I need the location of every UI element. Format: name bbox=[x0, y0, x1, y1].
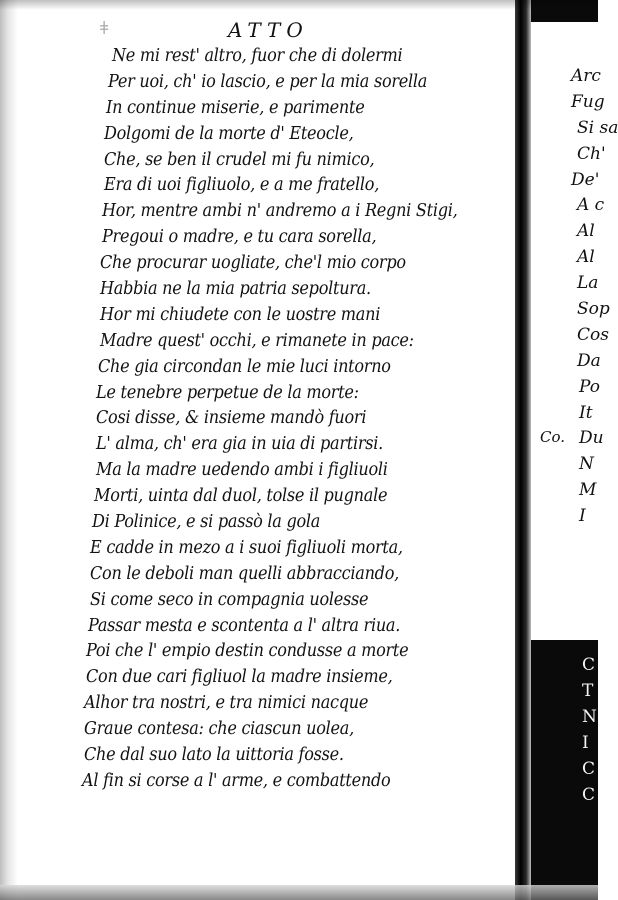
facing-line-fragment: Ch' bbox=[577, 143, 606, 164]
facing-bottom-fragment: C bbox=[582, 785, 596, 805]
verse-line: Dolgomi de la morte d' Eteocle, bbox=[104, 123, 354, 144]
facing-line-fragment: Arc bbox=[571, 66, 601, 86]
facing-line-fragment: N bbox=[579, 454, 594, 475]
verse-line: Si come seco in compagnia uolesse bbox=[90, 589, 369, 610]
speaker-abbreviation: Co. bbox=[540, 428, 566, 446]
facing-line-fragment: Si sa bbox=[577, 117, 618, 138]
verse-line: Che gia circondan le mie luci intorno bbox=[98, 356, 391, 377]
facing-line-fragment: Al bbox=[577, 221, 595, 242]
verse-line: Madre quest' occhi, e rimanete in pace: bbox=[100, 330, 414, 351]
verse-line: Con le deboli man quelli abbracciando, bbox=[90, 563, 399, 584]
facing-bottom-fragment: T bbox=[582, 681, 594, 701]
verse-line: Che dal suo lato la uittoria fosse. bbox=[84, 745, 344, 766]
facing-line-fragment: M bbox=[579, 480, 597, 501]
verse-line: Con due cari figliuol la madre insieme, bbox=[86, 667, 393, 688]
facing-bottom-fragment: I bbox=[582, 733, 589, 753]
verse-line: Ne mi rest' altro, fuor che di dolermi bbox=[112, 46, 403, 66]
facing-line-fragment: Cos bbox=[577, 324, 609, 345]
verse-line: In continue miserie, e parimente bbox=[106, 97, 365, 118]
facing-line-fragment: A c bbox=[577, 195, 605, 216]
scan-top-shadow bbox=[0, 0, 598, 10]
verse-line: Ma la madre uedendo ambi i figliuoli bbox=[96, 460, 388, 481]
facing-line-fragment: Du bbox=[579, 428, 604, 449]
verse-line: Al fin si corse a l' arme, e combattendo bbox=[82, 770, 391, 791]
facing-line-fragment: Sop bbox=[577, 299, 610, 320]
facing-line-fragment: Fug bbox=[571, 91, 605, 112]
facing-line-fragment: La bbox=[577, 273, 599, 294]
facing-line-fragment: It bbox=[579, 402, 593, 423]
verse-line: L' alma, ch' era gia in uia di partirsi. bbox=[96, 434, 383, 455]
facing-line-fragment: Po bbox=[579, 376, 600, 397]
left-page-edge-shadow bbox=[0, 0, 18, 900]
verse-line: Passar mesta e scontenta a l' altra riua. bbox=[88, 615, 401, 636]
facing-bottom-fragment: C bbox=[582, 759, 596, 779]
facing-line-fragment: Da bbox=[577, 350, 601, 371]
book-gutter bbox=[515, 0, 531, 900]
facing-line-fragment: De' bbox=[571, 169, 600, 190]
verse-line: Per uoi, ch' io lascio, e per la mia sorella bbox=[108, 71, 428, 92]
facing-bottom-fragment: N bbox=[582, 707, 597, 727]
running-head: ATTO bbox=[228, 18, 309, 42]
verse-line: Graue contesa: che ciascun uolea, bbox=[84, 719, 354, 740]
verse-line: Poi che l' empio destin condusse a morte bbox=[86, 641, 409, 662]
verse-line: Morti, uinta dal duol, tolse il pugnale bbox=[94, 486, 388, 507]
verse-line: Cosi disse, & insieme mandò fuori bbox=[96, 408, 367, 429]
verse-line: Habbia ne la mia patria sepoltura. bbox=[100, 279, 371, 300]
verse-line: Alhor tra nostri, e tra nimici nacque bbox=[84, 693, 369, 714]
verse-line: Di Polinice, e si passò la gola bbox=[92, 512, 321, 533]
verse-line: Hor, mentre ambi n' andremo a i Regni Stigi, bbox=[102, 201, 458, 222]
verse-line: Hor mi chiudete con le uostre mani bbox=[100, 304, 381, 325]
verse-line: Che, se ben il crudel mi fu nimico, bbox=[104, 149, 375, 170]
verse-line: Era di uoi figliuolo, e a me fratello, bbox=[104, 175, 380, 196]
verse-line: E cadde in mezo a i suoi figliuoli morta, bbox=[90, 537, 403, 558]
facing-page-text-fragments bbox=[571, 64, 618, 530]
facing-page-bottom-fragments bbox=[582, 652, 597, 808]
scan-bottom-edge bbox=[0, 885, 598, 900]
verse-line: Le tenebre perpetue de la morte: bbox=[96, 382, 359, 403]
verse-line: Che procurar uogliate, che'l mio corpo bbox=[100, 253, 406, 274]
show-through-mark: ǂ bbox=[100, 18, 109, 39]
verse-line: Pregoui o madre, e tu cara sorella, bbox=[102, 227, 377, 248]
facing-line-fragment: Al bbox=[577, 247, 595, 268]
facing-line-fragment: I bbox=[579, 506, 586, 527]
facing-bottom-fragment: C bbox=[582, 655, 596, 675]
verse-text-block bbox=[82, 44, 512, 795]
